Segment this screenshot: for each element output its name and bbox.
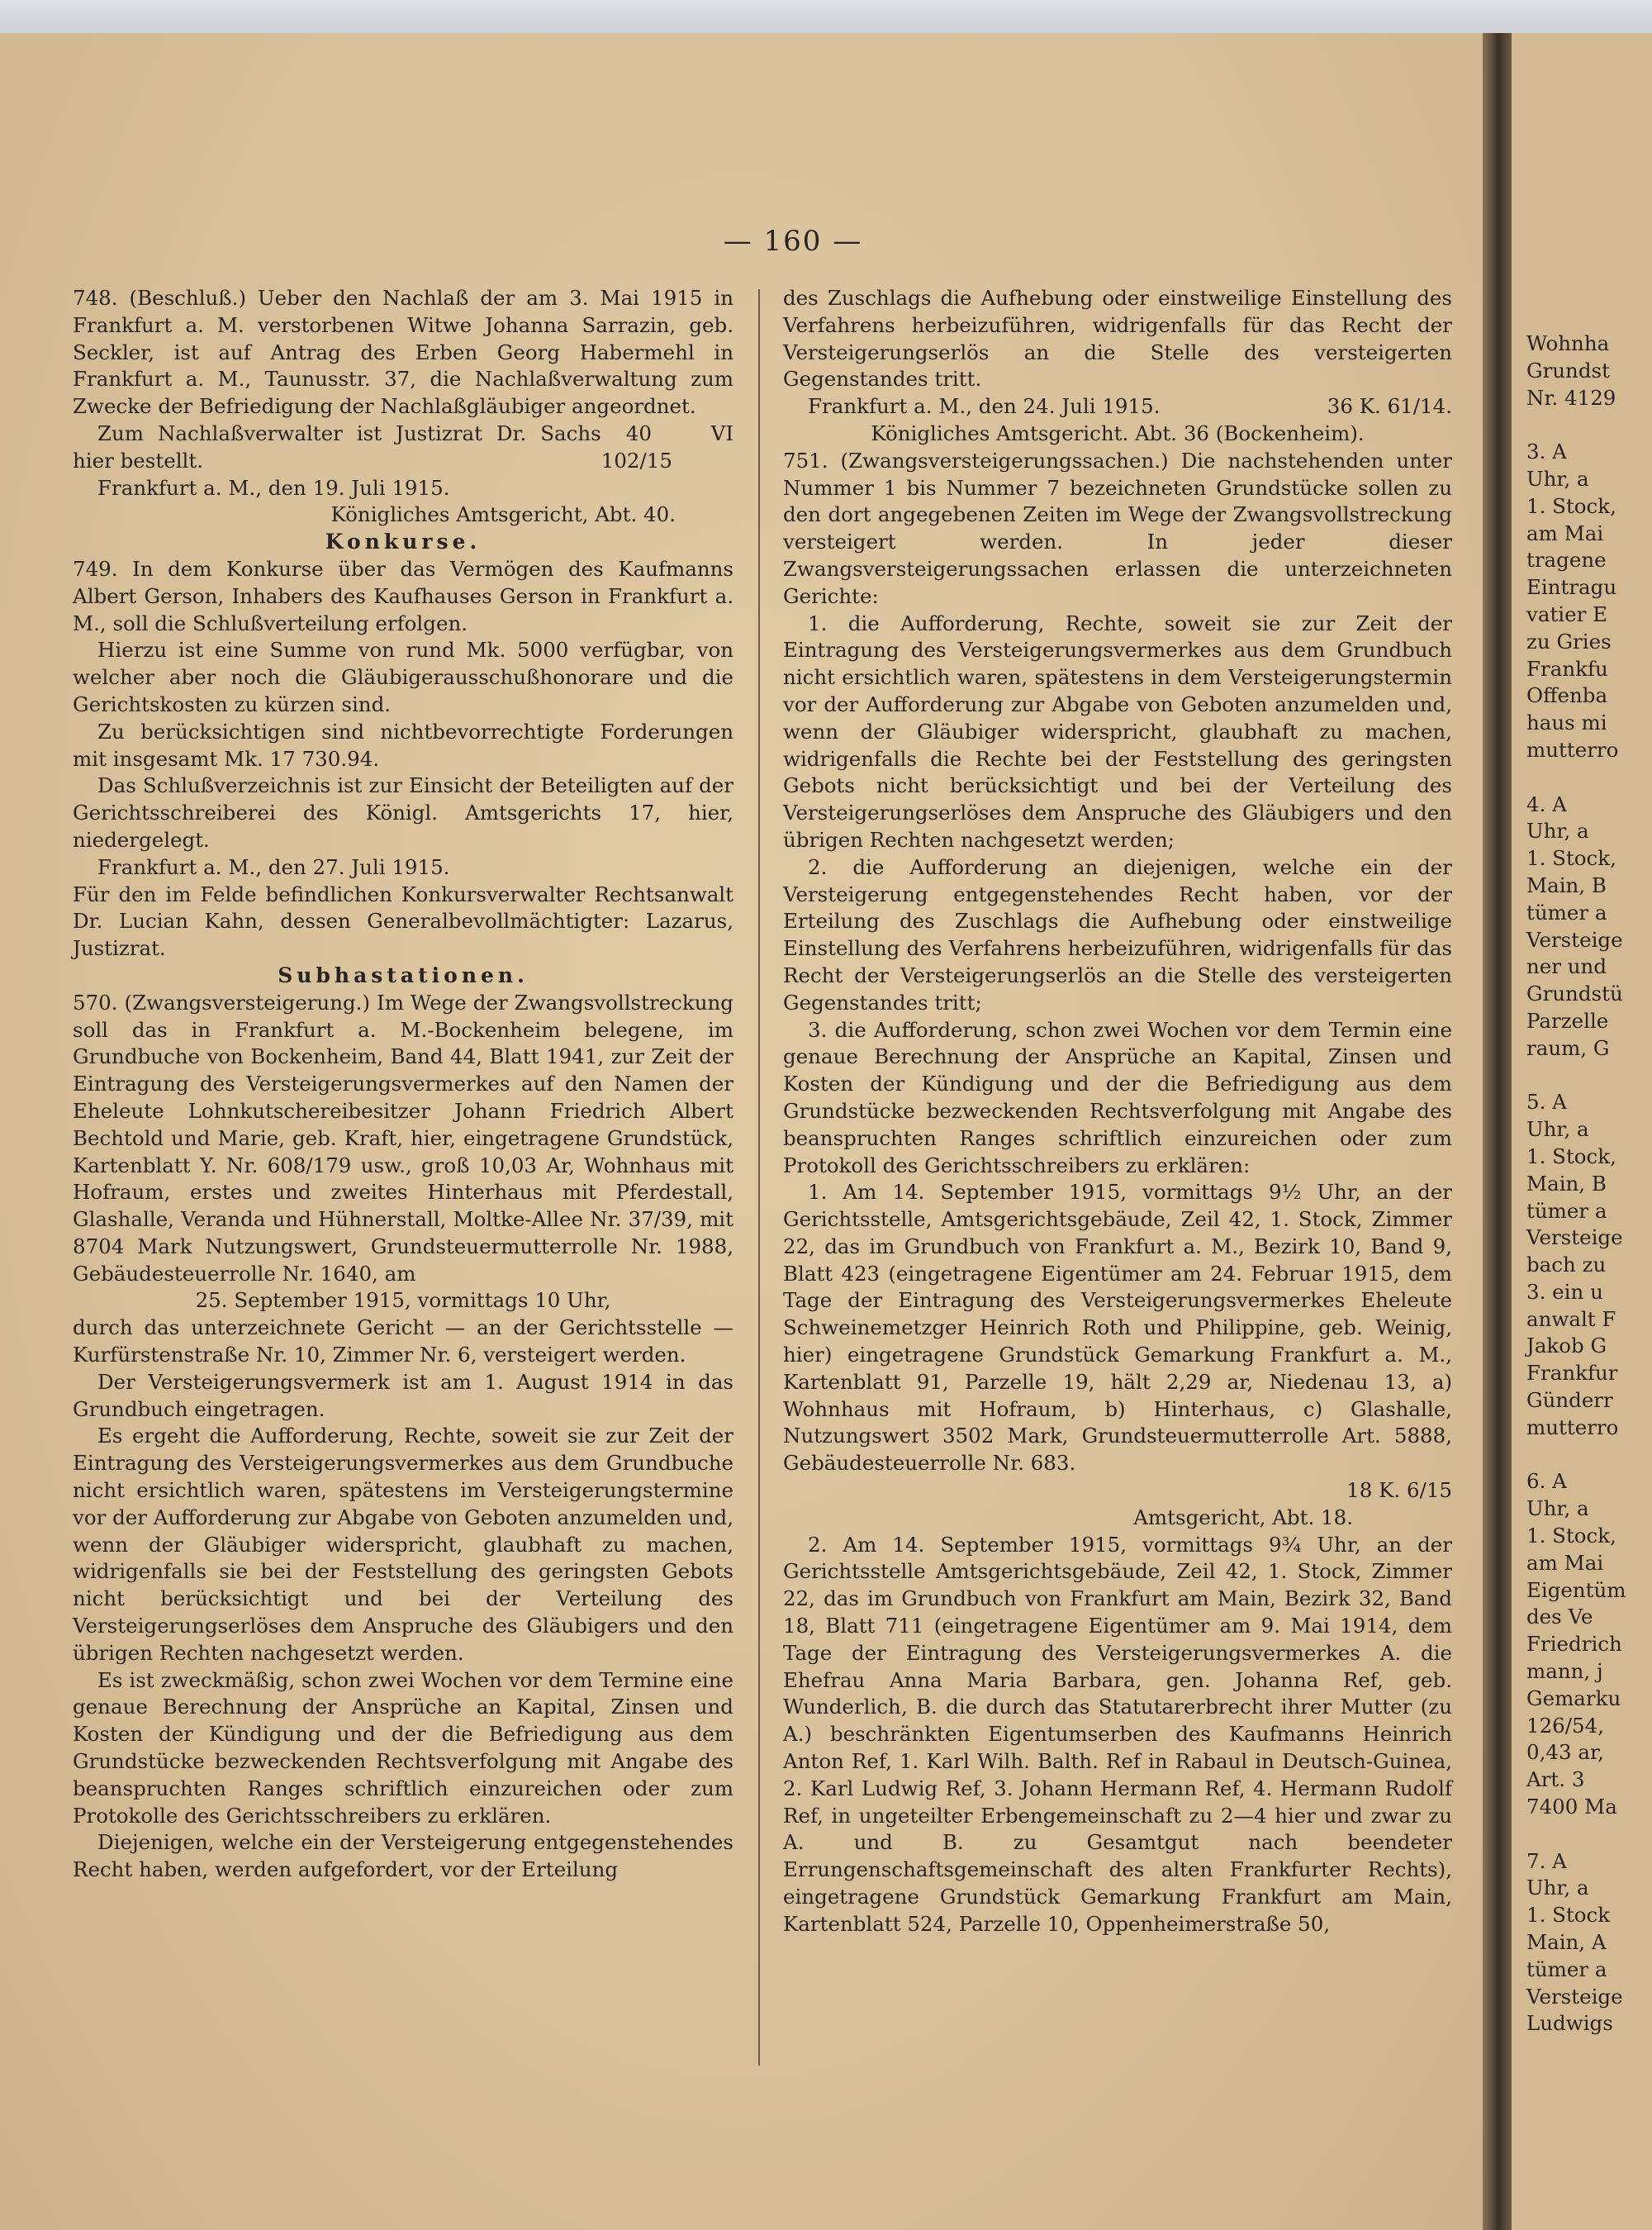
- adjacent-page-line: Versteige: [1526, 1984, 1623, 2009]
- column-divider: [758, 289, 760, 2066]
- adjacent-page-text: [1526, 330, 1650, 2037]
- adjacent-page-line: Friedrich: [1526, 1632, 1622, 1657]
- adjacent-page-line: Günderr: [1526, 1388, 1613, 1413]
- section-heading-subhastationen: Subhastationen.: [278, 963, 529, 987]
- adjacent-page-line: Uhr, a: [1526, 819, 1589, 844]
- notice-751-point-1: 1. die Aufforderung, Rechte, soweit sie zur Zeit der Eintragung des Versteigerungsvermerkes aus dem Grundbuch nicht ersichtlich waren, spätestens in dem Versteigerungstermin vor der Aufforderung zur Abgabe von Geboten anzumelden und, wenn der Gläubiger widerspricht, glaubhaft zu machen, widrigenfalls die Rechte bei der Feststellung des geringsten Gebots nicht berücksichtigt und bei der Verteilung des Versteigerungserlöses dem Anspruche des Gläubigers und den übrigen Rechten nachgesetzt werden;: [783, 611, 1452, 852]
- notice-751-item-1-reference: 18 K. 6/15: [1346, 1478, 1452, 1503]
- adjacent-page-line: [1526, 1063, 1650, 1090]
- adjacent-page-line: 3. ein u: [1526, 1279, 1603, 1304]
- adjacent-page-line: 7400 Ma: [1526, 1795, 1617, 1819]
- adjacent-page-line: Art. 3: [1526, 1767, 1585, 1792]
- adjacent-page-line: Gemarku: [1526, 1686, 1621, 1710]
- adjacent-page-line: Eintragu: [1526, 575, 1617, 600]
- adjacent-page-line: 0,43 ar,: [1526, 1740, 1604, 1765]
- adjacent-page-line: mutterro: [1526, 737, 1619, 762]
- right-column: [783, 285, 1452, 1938]
- left-column: [73, 285, 733, 1884]
- adjacent-page-line: anwalt F: [1526, 1306, 1616, 1331]
- adjacent-page-line: ner und: [1526, 954, 1607, 979]
- notice-570-request: Es ergeht die Aufforderung, Rechte, soweit sie zur Zeit der Eintragung des Versteigerungsvermerkes aus dem Grundbuche nicht ersichtlich waren, spätestens im Versteigerungstermine vor der Aufforderung zur Abgabe von Geboten anzumelden und, wenn der Gläubiger widerspricht, glaubhaft zu machen, widrigenfalls sie bei der Feststellung des geringsten Gebots nicht berücksichtigt und bei der Verteilung des Versteigerungserlöses dem Anspruche des Gläubigers und den übrigen Rechten nachgesetzt werden.: [73, 1424, 733, 1665]
- adjacent-page-line: 1. Stock,: [1526, 1144, 1616, 1168]
- adjacent-page-line: Offenba: [1526, 683, 1608, 708]
- notice-570: 570. (Zwangsversteigerung.) Im Wege der Zwangsvollstreckung soll das in Frankfurt a. M.-Bockenheim belegene, im Grundbuche von Bockenheim, Band 44, Blatt 1941, zur Zeit der Eintragung des Versteigerungsvermerkes auf den Namen der Eheleute Lohnkutschereibesitzer Johann Friedrich Albert Bechtold und Marie, geb. Kraft, hier, eingetragene Grundstück, Kartenblatt Y. Nr. 608/179 usw., groß 10,03 Ar, Wohnhaus mit Hofraum, erstes und zweites Hinterhaus mit Pferdestall, Glashalle, Veranda und Hühnerstall, Moltke-Allee Nr. 37/39, mit 8704 Mark Nutzungswert, Grundsteuermutterrolle Nr. 1988, Gebäudesteuerrolle Nr. 1640, am: [73, 990, 733, 1286]
- adjacent-page-line: Eigentüm: [1526, 1577, 1626, 1602]
- adjacent-page-line: 1. Stock: [1526, 1903, 1611, 1928]
- adjacent-page-line: 3. A: [1526, 440, 1567, 464]
- notice-751-point-2: 2. die Aufforderung an diejenigen, welche ein der Versteigerung entgegenstehendes Recht haben, vor der Erteilung des Zuschlags die Aufhebung oder einstweilige Einstellung des Verfahrens herbeizuführen, widrigenfalls für das Recht der Versteigerungserlös an die Stelle des versteigerten Gegenstandes tritt;: [783, 854, 1452, 1015]
- adjacent-page-line: tümer a: [1526, 1198, 1607, 1223]
- adjacent-page-line: Wohnha: [1526, 331, 1610, 355]
- adjacent-page-line: Versteige: [1526, 927, 1623, 952]
- adjacent-page-line: Uhr, a: [1526, 466, 1589, 491]
- book-gutter: [1483, 33, 1512, 2230]
- adjacent-page-line: 126/54,: [1526, 1713, 1604, 1738]
- adjacent-page-line: vatier E: [1526, 601, 1608, 626]
- adjacent-page-line: 1. Stock,: [1526, 1524, 1616, 1548]
- section-heading-konkurse: Konkurse.: [325, 530, 482, 554]
- notice-749-claims: Zu berücksichtigen sind nichtbevorrechtigte Forderungen mit insgesamt Mk. 17 730.94.: [73, 719, 733, 771]
- adjacent-page-line: [1526, 411, 1650, 439]
- adjacent-page-line: am Mai: [1526, 521, 1604, 545]
- adjacent-page-line: haus mi: [1526, 711, 1607, 735]
- notice-570-date: 25. September 1915, vormittags 10 Uhr,: [195, 1288, 611, 1313]
- adjacent-page-line: mutterro: [1526, 1415, 1619, 1439]
- adjacent-page-line: 7. A: [1526, 1848, 1567, 1873]
- adjacent-page-line: Frankfur: [1526, 1361, 1618, 1386]
- adjacent-page-line: tümer a: [1526, 1957, 1607, 1981]
- notice-748-appointment-text: Zum Nachlaßverwalter ist Justizrat Dr. Sachs hier bestellt.: [73, 421, 601, 473]
- notice-751-item-2: 2. Am 14. September 1915, vormittags 9¾ Uhr, an der Gerichtsstelle Amtsgerichtsgebäude, Zeil 42, 1. Stock, Zimmer 22, das im Grundbuch von Frankfurt am Main, Bezirk 32, Band 18, Blatt 711 (eingetragene Eigentümer am 9. Mai 1914, dem Tage der Eintragung des Versteigerungsvermerkes A. die Ehefrau Anna Maria Barbara, gen. Johanna Ref, geb. Wunderlich, B. die durch das Statutarerbrecht ihrer Mutter (zu A.) beschränkten Eigentumserben des Kaufmanns Heinrich Anton Ref, 1. Karl Wilh. Balth. Ref in Rabaul in Deutsch-Guinea, 2. Karl Ludwig Ref, 3. Johann Hermann Ref, 4. Hermann Rudolf Ref, in ungeteilter Erbengemeinschaft zu 2—4 hier und zwar zu A. und B. zu Gesamtgut nach beendeter Errungenschaftsgemeinschaft des alten Frankfurter Rechts), eingetragene Grundstück Gemarkung Frankfurt am Main, Kartenblatt 524, Parzelle 10, Oppenheimerstraße 50,: [783, 1532, 1452, 1936]
- adjacent-page-line: Grundstü: [1526, 982, 1623, 1006]
- notice-570-reference: 36 K. 61/14.: [1327, 394, 1452, 419]
- notice-748-court: Königliches Amtsgericht, Abt. 40.: [330, 502, 676, 527]
- adjacent-page-line: [1526, 1442, 1650, 1469]
- notice-748: 748. (Beschluß.) Ueber den Nachlaß der am 3. Mai 1915 in Frankfurt a. M. verstorbenen Witwe Johanna Sarrazin, geb. Seckler, ist auf Antrag des Erben Georg Habermehl in Frankfurt a. M., Taunusstr. 37, die Nachlaßverwaltung zum Zwecke der Befriedigung der Nachlaßgläubiger angeordnet.: [73, 286, 733, 419]
- adjacent-page-line: 4. A: [1526, 792, 1567, 816]
- adjacent-page-line: 1. Stock,: [1526, 493, 1616, 518]
- notice-749-date: Frankfurt a. M., den 27. Juli 1915.: [97, 854, 450, 879]
- adjacent-page-line: Nr. 4129: [1526, 385, 1616, 410]
- notice-570-advice: Es ist zweckmäßig, schon zwei Wochen vor dem Termine eine genaue Berechnung der Ansprüche an Kapital, Zinsen und Kosten der Kündigung und der die Befriedigung aus dem Grundstücke bezweckenden Rechtsverfolgung mit Angabe des beanspruchten Ranges schriftlich einzureichen oder zum Protokolle des Gerichtsschreibers zu erklären.: [73, 1667, 733, 1828]
- notice-570-sign-date: Frankfurt a. M., den 24. Juli 1915.: [808, 394, 1161, 419]
- adjacent-page-line: Main, B: [1526, 1171, 1607, 1196]
- notice-749-sum: Hierzu ist eine Summe von rund Mk. 5000 verfügbar, von welcher aber noch die Gläubigerausschußhonorare und die Gerichtskosten zu kürzen sind.: [73, 638, 733, 716]
- adjacent-page-line: am Mai: [1526, 1550, 1604, 1575]
- adjacent-page-line: des Ve: [1526, 1605, 1593, 1629]
- notice-748-date: Frankfurt a. M., den 19. Juli 1915.: [97, 475, 450, 500]
- adjacent-page-line: raum, G: [1526, 1035, 1610, 1060]
- notice-751: 751. (Zwangsversteigerungssachen.) Die nachstehenden unter Nummer 1 bis Nummer 7 bezeichneten Grundstücke sollen zu den dort angegebenen Zeiten im Wege der Zwangsvollstreckung versteigert werden. In jeder dieser Zwangsversteigerungssachen erlassen die unterzeichneten Gerichte:: [783, 448, 1452, 608]
- notice-570-continued: des Zuschlags die Aufhebung oder einstweilige Einstellung des Verfahrens herbeizuführen, widrigenfalls für das Recht der Versteigerungserlös an die Stelle des versteigerten Gegenstandes tritt.: [783, 286, 1452, 392]
- adjacent-page-line: 6. A: [1526, 1469, 1567, 1494]
- page-number: — 160 —: [723, 225, 863, 258]
- notice-570-sign-court: Königliches Amtsgericht. Abt. 36 (Bockenheim).: [871, 421, 1365, 445]
- notice-751-point-3: 3. die Aufforderung, schon zwei Wochen vor dem Termin eine genaue Berechnung der Ansprüche an Kapital, Zinsen und Kosten der Kündigung und der die Befriedigung aus dem Grundstücke bezweckenden Rechtsverfolgung mit Angabe des beanspruchten Ranges schriftlich einzureichen oder zum Protokoll des Gerichtsschreibers zu erklären:: [783, 1017, 1452, 1177]
- adjacent-page-line: Uhr, a: [1526, 1496, 1589, 1521]
- adjacent-page-line: Grundst: [1526, 358, 1610, 383]
- adjacent-page-line: [1526, 1821, 1650, 1848]
- notice-749-signature: Für den im Felde befindlichen Konkursverwalter Rechtsanwalt Dr. Lucian Kahn, dessen Generalbevollmächtigter: Lazarus, Justizrat.: [73, 882, 733, 961]
- adjacent-page-line: bach zu: [1526, 1253, 1607, 1277]
- notice-749: 749. In dem Konkurse über das Vermögen des Kaufmanns Albert Gerson, Inhabers des Kaufhauses Gerson in Frankfurt a. M., soll die Schlußverteilung erfolgen.: [73, 556, 733, 635]
- adjacent-page-line: Frankfu: [1526, 656, 1608, 681]
- adjacent-page-line: Uhr, a: [1526, 1876, 1589, 1900]
- adjacent-page-line: Main, B: [1526, 873, 1607, 897]
- notice-751-item-1-court: Amtsgericht, Abt. 18.: [1133, 1505, 1353, 1529]
- notice-748-appointment: [73, 421, 733, 475]
- adjacent-page-line: mann, j: [1526, 1659, 1603, 1684]
- notice-748-reference: 40 VI 102/15: [601, 421, 733, 473]
- adjacent-page-line: tragene: [1526, 548, 1607, 573]
- notice-749-register: Das Schlußverzeichnis ist zur Einsicht der Beteiligten auf der Gerichtsschreiberei des Königl. Amtsgerichts 17, hier, niedergelegt.: [73, 773, 733, 852]
- notice-570-signature-line: [783, 393, 1452, 421]
- adjacent-page-line: 1. Stock,: [1526, 846, 1616, 871]
- adjacent-page-edge: [1512, 33, 1652, 2230]
- adjacent-page-line: Ludwigs: [1526, 2011, 1613, 2036]
- notice-570-objection: Diejenigen, welche ein der Versteigerung entgegenstehendes Recht haben, werden aufgefordert, vor der Erteilung: [73, 1830, 733, 1882]
- adjacent-page-line: Parzelle: [1526, 1008, 1609, 1033]
- adjacent-page-line: 5. A: [1526, 1090, 1567, 1115]
- notice-570-court: durch das unterzeichnete Gericht — an der Gerichtsstelle — Kurfürstenstraße Nr. 10, Zimmer Nr. 6, versteigert werden.: [73, 1315, 733, 1367]
- adjacent-page-line: Uhr, a: [1526, 1117, 1589, 1142]
- adjacent-page-line: Versteige: [1526, 1225, 1623, 1250]
- adjacent-page-line: tümer a: [1526, 900, 1607, 925]
- adjacent-page-line: zu Gries: [1526, 629, 1612, 654]
- adjacent-page-line: Main, A: [1526, 1930, 1607, 1955]
- notice-570-registration: Der Versteigerungsvermerk ist am 1. August 1914 in das Grundbuch eingetragen.: [73, 1369, 733, 1421]
- notice-751-item-1: 1. Am 14. September 1915, vormittags 9½ Uhr, an der Gerichtsstelle, Amtsgerichtsgebäude, Zeil 42, 1. Stock, Zimmer 22, das im Grundbuch von Frankfurt a. M., Bezirk 10, Band 9, Blatt 423 (eingetragene Eigentümer am 24. Februar 1915, dem Tage der Eintragung des Versteigerungsvermerkes Eheleute Schweinemetzger Heinrich Roth und Philippine, geb. Weinig, hier) eingetragene Grundstück Gemarkung Frankfurt a. M., Kartenblatt 91, Parzelle 19, hält 2,29 ar, Niedenau 13, a) Wohnhaus mit Hofraum, b) Hinterhaus, c) Glashalle, Nutzungswert 3502 Mark, Grundsteuermutterrolle Art. 5888, Gebäudesteuerrolle Nr. 683.: [783, 1180, 1452, 1476]
- adjacent-page-line: [1526, 764, 1650, 792]
- adjacent-page-line: Jakob G: [1526, 1334, 1607, 1358]
